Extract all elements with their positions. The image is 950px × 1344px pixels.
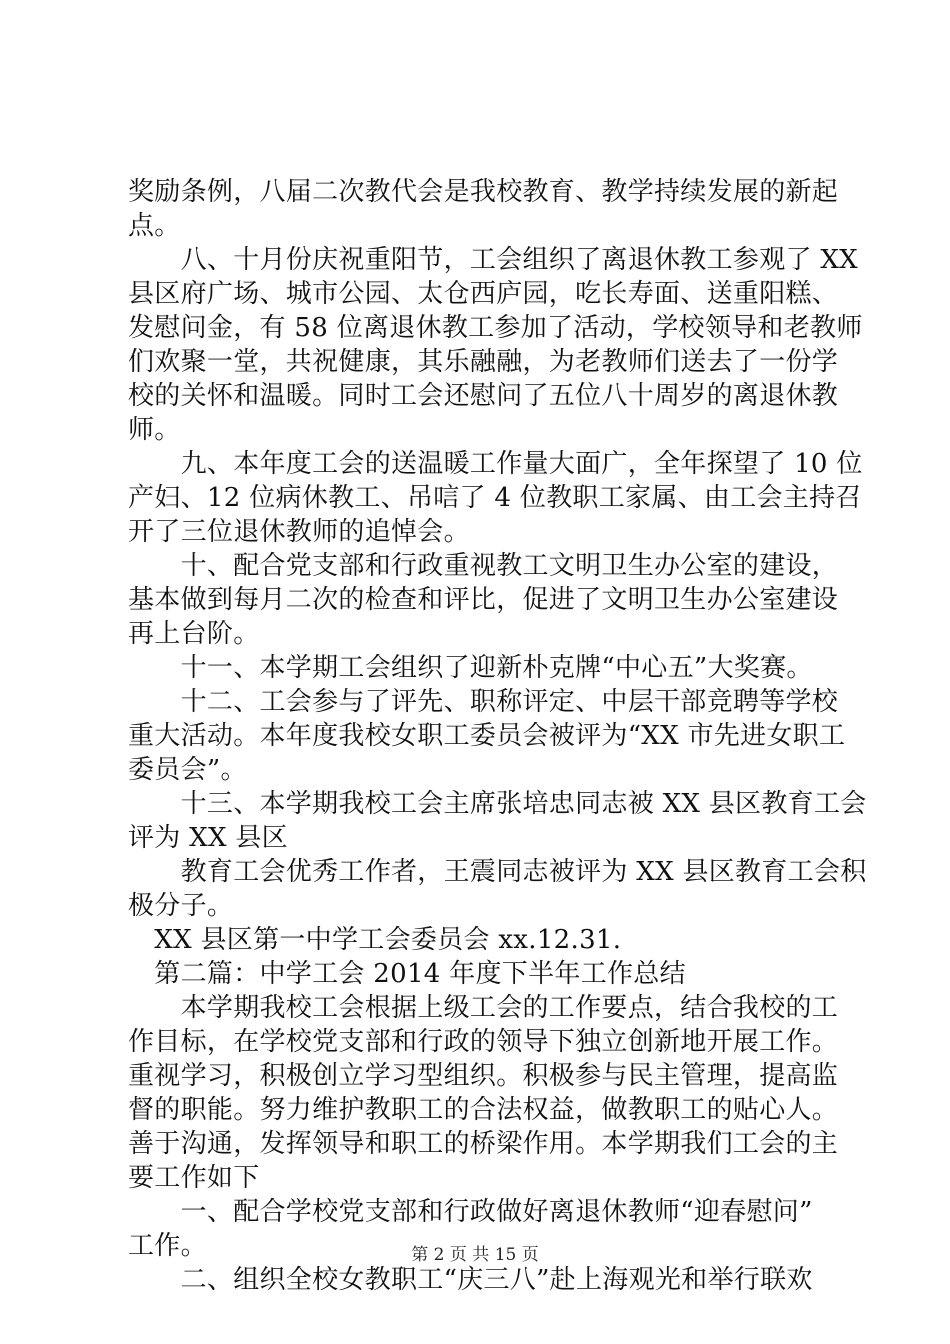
text-line: 极分子。 bbox=[128, 891, 234, 921]
text-line: 县区府广场、城市公园、太仓西庐园，吃长寿面、送重阳糕、 bbox=[128, 279, 839, 309]
text-line: 们欢聚一堂，共祝健康，其乐融融，为老教师们送去了一份学 bbox=[128, 347, 839, 377]
text-line: 八、十月份庆祝重阳节，工会组织了离退休教工参观了 XX bbox=[128, 245, 858, 275]
text-line: 重视学习，积极创立学习型组织。积极参与民主管理，提高监 bbox=[128, 1061, 839, 1091]
text-line: 九、本年度工会的送温暖工作量大面广，全年探望了 10 位 bbox=[128, 449, 863, 479]
text-line: 点。 bbox=[128, 211, 181, 241]
text-line: 工作。 bbox=[128, 1231, 207, 1261]
text-line: 再上台阶。 bbox=[128, 619, 260, 649]
text-line: 教育工会优秀工作者，王震同志被评为 XX 县区教育工会积 bbox=[128, 857, 867, 887]
text-line: 要工作如下 bbox=[128, 1163, 260, 1193]
text-line: 校的关怀和温暖。同时工会还慰问了五位八十周岁的离退休教 bbox=[128, 381, 839, 411]
text-line: 善于沟通，发挥领导和职工的桥梁作用。本学期我们工会的主 bbox=[128, 1129, 839, 1159]
text-line: 一、配合学校党支部和行政做好离退休教师“迎春慰问” bbox=[128, 1197, 813, 1227]
text-line: 开了三位退休教师的追悼会。 bbox=[128, 517, 470, 547]
text-line: 重大活动。本年度我校女职工委员会被评为“XX 市先进女职工 bbox=[128, 721, 846, 751]
text-line: 产妇、12 位病休教工、吊唁了 4 位教职工家属、由工会主持召 bbox=[128, 483, 862, 513]
text-line: 奖励条例，八届二次教代会是我校教育、教学持续发展的新起 bbox=[128, 177, 839, 207]
text-line: 本学期我校工会根据上级工会的工作要点，结合我校的工 bbox=[128, 993, 839, 1023]
page-footer: 第 2 页 共 15 页 bbox=[411, 1245, 539, 1265]
text-line: 十三、本学期我校工会主席张培忠同志被 XX 县区教育工会 bbox=[128, 789, 867, 819]
text-line: 师。 bbox=[128, 415, 181, 445]
text-line: 发慰问金，有 58 位离退休教工参加了活动，学校领导和老教师 bbox=[128, 313, 863, 343]
text-line: 第二篇：中学工会 2014 年度下半年工作总结 bbox=[128, 959, 686, 989]
text-line: 作目标，在学校党支部和行政的领导下独立创新地开展工作。 bbox=[128, 1027, 839, 1057]
text-line: 委员会”。 bbox=[128, 755, 247, 785]
text-line: 督的职能。努力维护教职工的合法权益，做教职工的贴心人。 bbox=[128, 1095, 839, 1125]
text-line: 十、配合党支部和行政重视教工文明卫生办公室的建设， bbox=[128, 551, 839, 581]
text-line: 十二、工会参与了评先、职称评定、中层干部竞聘等学校 bbox=[128, 687, 839, 717]
text-line: 二、组织全校女教职工“庆三八”赴上海观光和举行联欢 bbox=[128, 1265, 813, 1295]
text-line: XX 县区第一中学工会委员会 xx.12.31. bbox=[128, 925, 622, 955]
text-line: 十一、本学期工会组织了迎新朴克牌“中心五”大奖赛。 bbox=[128, 653, 813, 683]
text-line: 基本做到每月二次的检查和评比，促进了文明卫生办公室建设 bbox=[128, 585, 839, 615]
text-line: 评为 XX 县区 bbox=[128, 823, 288, 853]
